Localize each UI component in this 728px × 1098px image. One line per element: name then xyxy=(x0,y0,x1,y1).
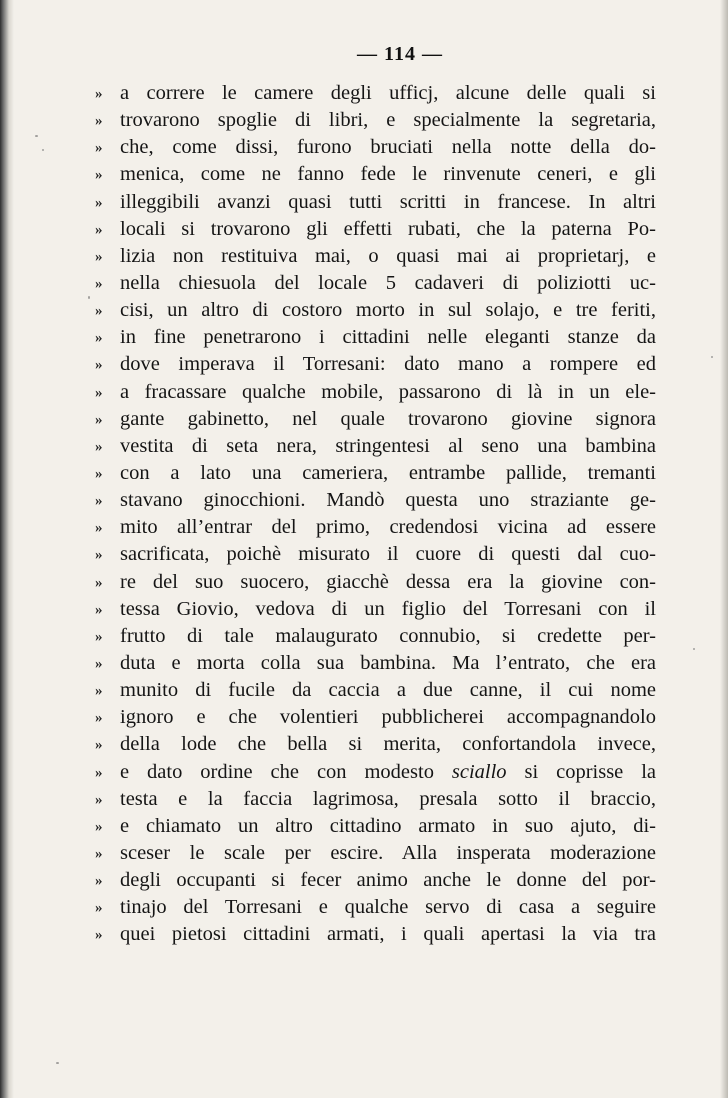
text-line: » dove imperava il Torresani: dato mano a rompere ed xyxy=(120,351,656,378)
quotation-mark: » xyxy=(95,764,103,781)
quotation-mark: » xyxy=(95,275,103,292)
body-text xyxy=(95,80,657,949)
quotation-mark: » xyxy=(95,113,103,130)
quotation-mark: » xyxy=(95,737,103,754)
text-line: » degli occupanti si fecer animo anche le donne del por- xyxy=(120,867,656,894)
text-line: » tinajo del Torresani e qualche servo di casa a seguire xyxy=(120,894,656,921)
text-line: » vestita di seta nera, stringentesi al seno una bambina xyxy=(120,433,656,460)
text-line: » munito di fucile da caccia a due canne, il cui nome xyxy=(120,677,656,704)
text-line: » gante gabinetto, nel quale trovarono giovine signora xyxy=(120,406,656,433)
text-line: » con a lato una cameriera, entrambe pallide, tremanti xyxy=(120,460,656,487)
paper-speckle xyxy=(42,149,44,151)
quotation-mark: » xyxy=(95,547,103,564)
text-line: » tessa Giovio, vedova di un figlio del Torresani con il xyxy=(120,596,656,623)
quotation-mark: » xyxy=(95,248,103,265)
text-line: » locali si trovarono gli effetti rubati, che la paterna Po- xyxy=(120,216,656,243)
quotation-mark: » xyxy=(95,384,103,401)
text-line: » in fine penetrarono i cittadini nelle eleganti stanze da xyxy=(120,324,656,351)
paper-speckle xyxy=(711,356,713,358)
quotation-mark: » xyxy=(95,493,103,510)
paper-speckle xyxy=(56,1062,59,1064)
text-line: » quei pietosi cittadini armati, i quali apertasi la via tra xyxy=(120,921,656,948)
text-line: » e chiamato un altro cittadino armato in suo ajuto, di- xyxy=(120,813,656,840)
paper-speckle xyxy=(693,648,695,650)
text-line: » e dato ordine che con modesto sciallo si coprisse la xyxy=(120,759,656,786)
text-line: » sceser le scale per escire. Alla insperata moderazione xyxy=(120,840,656,867)
quotation-mark: » xyxy=(95,140,103,157)
quotation-mark: » xyxy=(95,927,103,944)
text-line: » frutto di tale malaugurato connubio, si credette per- xyxy=(120,623,656,650)
quotation-mark: » xyxy=(95,791,103,808)
quotation-mark: » xyxy=(95,520,103,537)
text-line: » cisi, un altro di costoro morto in sul solajo, e tre feriti, xyxy=(120,297,656,324)
text-line: » trovarono spoglie di libri, e specialmente la segretaria, xyxy=(120,107,656,134)
text-line: » illeggibili avanzi quasi tutti scritti in francese. In altri xyxy=(120,189,656,216)
quotation-mark: » xyxy=(95,845,103,862)
text-line: » nella chiesuola del locale 5 cadaveri di poliziotti uc- xyxy=(120,270,656,297)
text-line: » mito all’entrar del primo, credendosi vicina ad essere xyxy=(120,514,656,541)
quotation-mark: » xyxy=(95,655,103,672)
text-line: » lizia non restituiva mai, o quasi mai ai proprietarj, e xyxy=(120,243,656,270)
text-line: » duta e morta colla sua bambina. Ma l’entrato, che era xyxy=(120,650,656,677)
quotation-mark: » xyxy=(95,628,103,645)
quotation-mark: » xyxy=(95,710,103,727)
quotation-mark: » xyxy=(95,221,103,238)
quotation-mark: » xyxy=(95,438,103,455)
quotation-mark: » xyxy=(95,574,103,591)
quotation-mark: » xyxy=(95,86,103,102)
text-line: » a fracassare qualche mobile, passarono di là in un ele- xyxy=(120,379,656,406)
quotation-mark: » xyxy=(95,818,103,835)
quotation-mark: » xyxy=(95,873,103,890)
italic-word: sciallo xyxy=(451,760,507,783)
page-number: — 114 — xyxy=(357,43,443,65)
quotation-mark: » xyxy=(95,303,103,320)
text-line: » testa e la faccia lagrimosa, presala sotto il braccio, xyxy=(120,786,656,813)
quotation-mark: » xyxy=(95,683,103,700)
quotation-mark: » xyxy=(95,411,103,428)
quotation-mark: » xyxy=(95,194,103,211)
text-line: » menica, come ne fanno fede le rinvenute ceneri, e gli xyxy=(120,161,656,188)
text-line: » della lode che bella si merita, confortandola invece, xyxy=(120,731,656,758)
text-line: » stavano ginocchioni. Mandò questa uno straziante ge- xyxy=(120,487,656,514)
paper-speckle xyxy=(88,296,90,299)
quotation-mark: » xyxy=(95,601,103,618)
paper-speckle xyxy=(35,135,38,137)
text-line: » ignoro e che volentieri pubblicherei accompagnandolo xyxy=(120,704,656,731)
text-line: » che, come dissi, furono bruciati nella notte della do- xyxy=(120,134,656,161)
text-line: » sacrificata, poichè misurato il cuore di questi dal cuo- xyxy=(120,541,656,568)
quotation-mark: » xyxy=(95,357,103,374)
text-line: » re del suo suocero, giacchè dessa era la giovine con- xyxy=(120,569,656,596)
quotation-mark: » xyxy=(95,465,103,482)
page-edge-shadow xyxy=(720,0,728,1098)
quotation-mark: » xyxy=(95,900,103,917)
quotation-mark: » xyxy=(95,167,103,184)
page-binding-shadow xyxy=(0,0,14,1098)
quotation-mark: » xyxy=(95,330,103,347)
text-line: » a correre le camere degli ufficj, alcune delle quali si xyxy=(120,80,656,107)
